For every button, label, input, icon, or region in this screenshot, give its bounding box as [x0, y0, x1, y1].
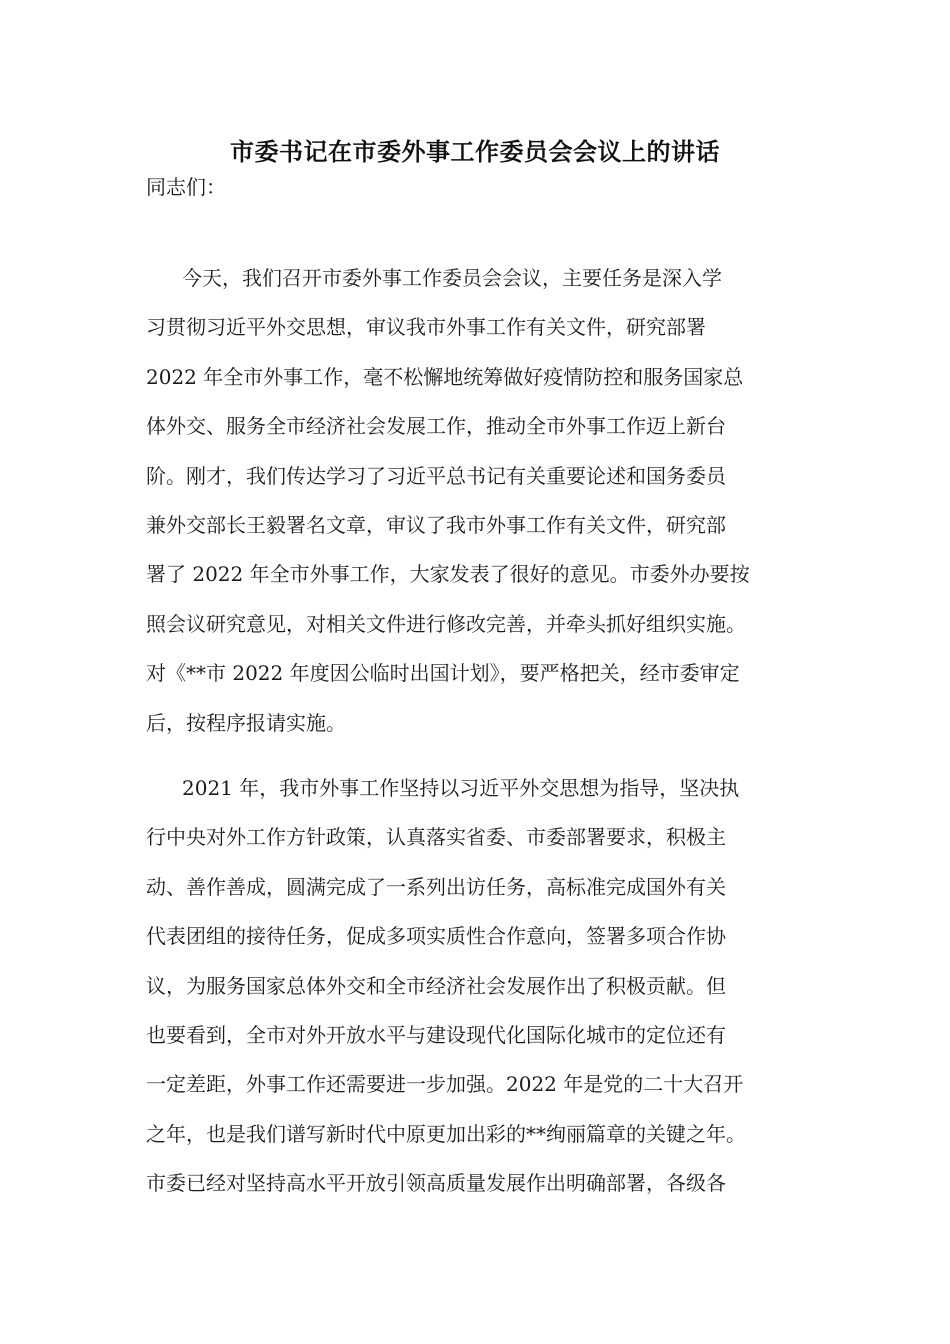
- paragraph-line: 后，按程序报请实施。: [146, 710, 346, 735]
- paragraph-line: 阶。刚才，我们传达学习了习近平总书记有关重要论述和国务委员: [146, 463, 726, 488]
- paragraph-line: 2021 年，我市外事工作坚持以习近平外交思想为指导，坚决执: [182, 776, 740, 800]
- paragraph-line: 今天，我们召开市委外事工作委员会会议，主要任务是深入学: [182, 266, 722, 290]
- paragraph-1: [146, 263, 806, 757]
- page-title: 市委书记在市委外事工作委员会会议上的讲话: [230, 138, 720, 166]
- paragraph-line: 市委已经对坚持高水平开放引领高质量发展作出明确部署，各级各: [146, 1171, 726, 1196]
- paragraph-line: 习贯彻习近平外交思想，审议我市外事工作有关文件，研究部署: [146, 315, 706, 340]
- paragraph-line: 代表团组的接待任务，促成多项实质性合作意向，签署多项合作协: [146, 924, 726, 949]
- salutation: 同志们：: [146, 175, 226, 199]
- paragraph-line: 议，为服务国家总体外交和全市经济社会发展作出了积极贡献。但: [146, 973, 726, 998]
- paragraph-line: 照会议研究意见，对相关文件进行修改完善，并牵头抓好组织实施。: [146, 611, 746, 636]
- paragraph-line: 对《**市 2022 年度因公临时出国计划》，要严格把关，经市委审定: [146, 661, 740, 686]
- paragraph-line: 署了 2022 年全市外事工作，大家发表了很好的意见。市委外办要按: [146, 562, 750, 587]
- paragraph-line: 2022 年全市外事工作，毫不松懈地统筹做好疫情防控和服务国家总: [146, 364, 744, 389]
- paragraph-line: 一定差距，外事工作还需要进一步加强。2022 年是党的二十大召开: [146, 1072, 744, 1097]
- paragraph-line: 动、善作善成，圆满完成了一系列出访任务，高标准完成国外有关: [146, 874, 726, 899]
- paragraph-line: 体外交、服务全市经济社会发展工作，推动全市外事工作迈上新台: [146, 414, 726, 439]
- paragraph-line: 也要看到，全市对外开放水平与建设现代化国际化城市的定位还有: [146, 1022, 726, 1047]
- paragraph-line: 兼外交部长王毅署名文章，审议了我市外事工作有关文件，研究部: [146, 512, 726, 537]
- paragraph-line: 行中央对外工作方针政策，认真落实省委、市委部署要求，积极主: [146, 825, 726, 850]
- paragraph-line: 之年，也是我们谱写新时代中原更加出彩的**绚丽篇章的关键之年。: [146, 1121, 746, 1146]
- paragraph-2: [146, 773, 806, 1218]
